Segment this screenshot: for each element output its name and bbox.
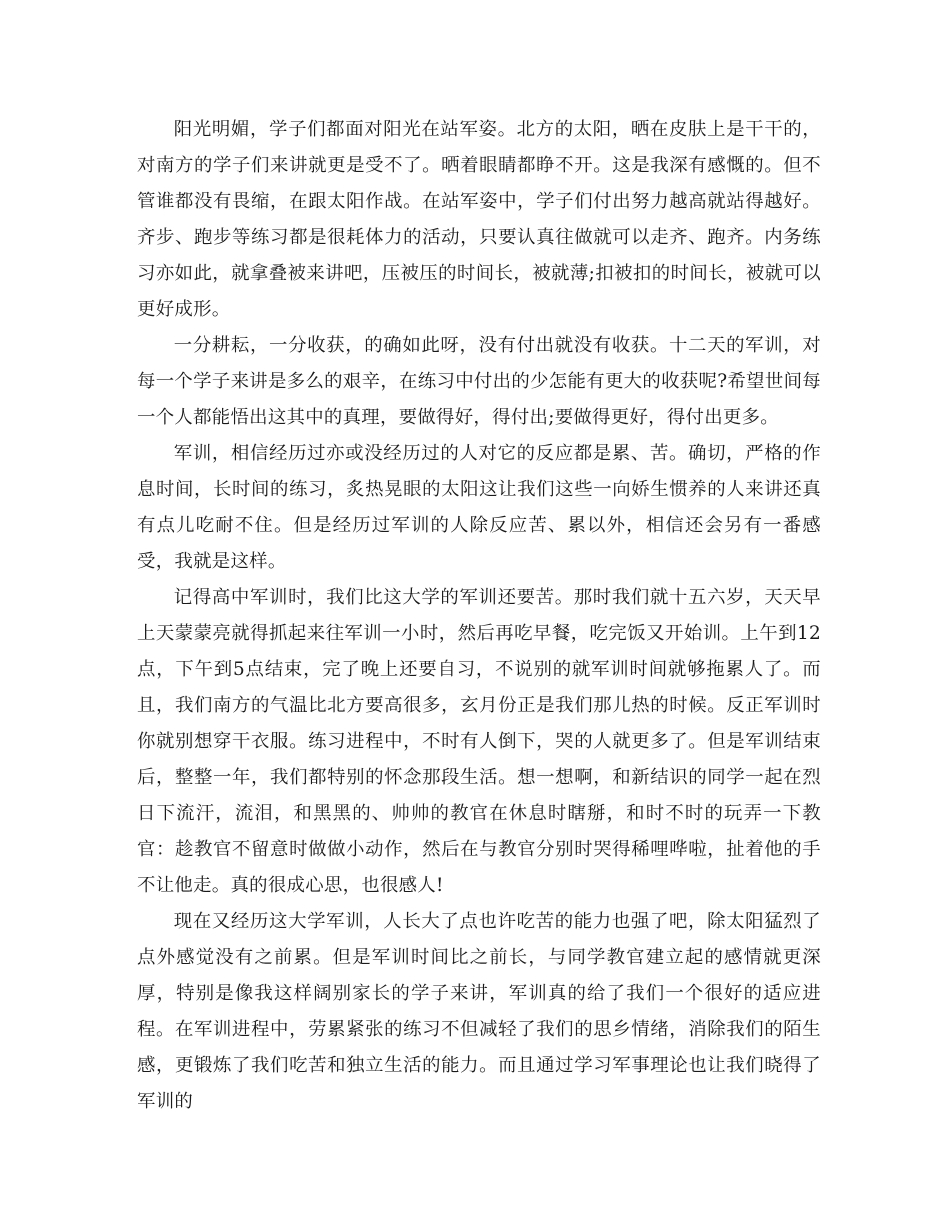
paragraph-4: 记得高中军训时，我们比这大学的军训还要苦。那时我们就十五六岁，天天早上天蒙蒙亮就得抓起来往军训一小时，然后再吃早餐，吃完饭又开始训。上午到12点，下午到5点结束，完了晚上还要自习，不说别的就军训时间就够拖累人了。而且，我们南方的气温比北方要高很多，玄月份正是我们那儿热的时候。反正军训时你就别想穿干衣服。练习进程中，不时有人倒下，哭的人就更多了。但是军训结束后，整整一年，我们都特别的怀念那段生活。想一想啊，和新结识的同学一起在烈日下流汗，流泪，和黑黑的、帅帅的教官在休息时瞎掰，和时不时的玩弄一下教官：趁教官不留意时做做小动作，然后在与教官分别时哭得稀哩哗啦，扯着他的手不让他走。真的很成心思，也很感人! bbox=[137, 587, 821, 896]
paragraph-5: 现在又经历这大学军训，人长大了点也许吃苦的能力也强了吧，除太阳猛烈了点外感觉没有之前累。但是军训时间比之前长，与同学教官建立起的感情就更深厚，特别是像我这样阔别家长的学子来讲，军训真的给了我们一个很好的适应进程。在军训进程中，劳累紧张的练习不但减轻了我们的思乡情绪，消除我们的陌生感，更锻炼了我们吃苦和独立生活的能力。而且通过学习军事理论也让我们晓得了军训的 bbox=[137, 911, 821, 1112]
document-body bbox=[137, 112, 821, 1120]
paragraph-2: 一分耕耘，一分收获，的确如此呀，没有付出就没有收获。十二天的军训，对每一个学子来讲是多么的艰辛，在练习中付出的少怎能有更大的收获呢?希望世间每一个人都能悟出这其中的真理，要做得好，得付出;要做得更好，得付出更多。 bbox=[137, 335, 821, 428]
paragraph-1: 阳光明媚，学子们都面对阳光在站军姿。北方的太阳，晒在皮肤上是干干的，对南方的学子们来讲就更是受不了。晒着眼睛都睁不开。这是我深有感慨的。但不管谁都没有畏缩，在跟太阳作战。在站军姿中，学子们付出努力越高就站得越好。齐步、跑步等练习都是很耗体力的活动，只要认真往做就可以走齐、跑齐。内务练习亦如此，就拿叠被来讲吧，压被压的时间长，被就薄;扣被扣的时间长，被就可以更好成形。 bbox=[137, 119, 821, 320]
paragraph-3: 军训，相信经历过亦或没经历过的人对它的反应都是累、苦。确切，严格的作息时间，长时间的练习，炙热晃眼的太阳这让我们这些一向娇生惯养的人来讲还真有点儿吃耐不住。但是经历过军训的人除反应苦、累以外，相信还会另有一番感受，我就是这样。 bbox=[137, 443, 821, 572]
